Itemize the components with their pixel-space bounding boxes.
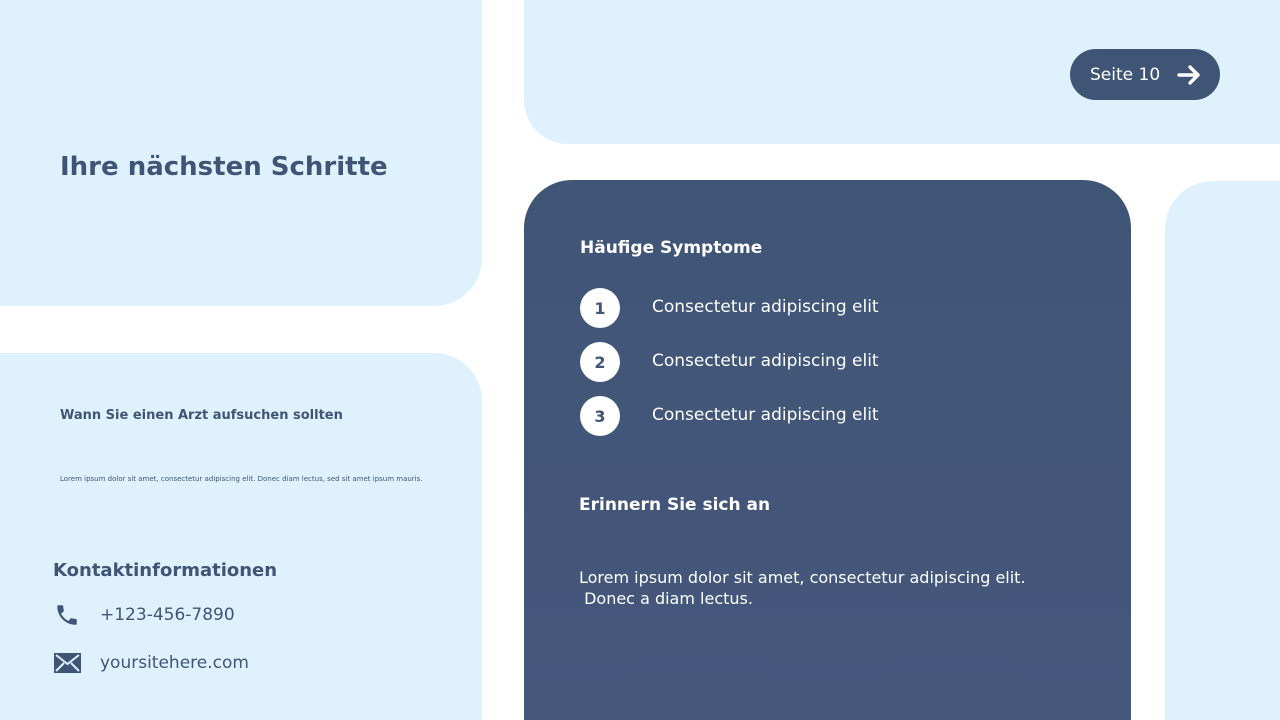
page-label: Seite 10 bbox=[1090, 64, 1161, 85]
contact-web-row bbox=[53, 649, 249, 677]
page-title: Ihre nächsten Schritte bbox=[60, 152, 388, 182]
contact-phone-row bbox=[53, 601, 235, 629]
remember-line-2: Donec a diam lectus. bbox=[579, 589, 753, 608]
remember-line-1: Lorem ipsum dolor sit amet, consectetur adipiscing elit. bbox=[579, 568, 1026, 587]
contact-heading: Kontaktinformationen bbox=[53, 560, 278, 581]
symptom-number-badge: 3 bbox=[580, 396, 620, 436]
symptom-text: Consectetur adipiscing elit bbox=[652, 351, 879, 371]
website-link[interactable]: yoursitehere.com bbox=[100, 653, 249, 673]
symptoms-heading: Häufige Symptome bbox=[580, 238, 763, 258]
symptoms-panel bbox=[524, 180, 1131, 720]
remember-heading: Erinnern Sie sich an bbox=[579, 495, 771, 515]
when-heading: Wann Sie einen Arzt aufsuchen sollten bbox=[60, 408, 343, 423]
side-panel bbox=[1165, 181, 1280, 720]
page-indicator-button[interactable] bbox=[1070, 49, 1220, 100]
mail-icon bbox=[53, 649, 81, 677]
symptom-number-badge: 1 bbox=[580, 288, 620, 328]
symptom-text: Consectetur adipiscing elit bbox=[652, 405, 879, 425]
phone-number: +123-456-7890 bbox=[100, 605, 235, 625]
symptom-text: Consectetur adipiscing elit bbox=[652, 297, 879, 317]
symptom-number-badge: 2 bbox=[580, 342, 620, 382]
remember-body bbox=[579, 567, 1099, 609]
phone-icon bbox=[53, 601, 81, 629]
arrow-right-icon bbox=[1176, 62, 1202, 88]
when-body: Lorem ipsum dolor sit amet, consectetur adipiscing elit. Donec diam lectus, sed sit amet ipsum mauris. bbox=[60, 475, 423, 483]
